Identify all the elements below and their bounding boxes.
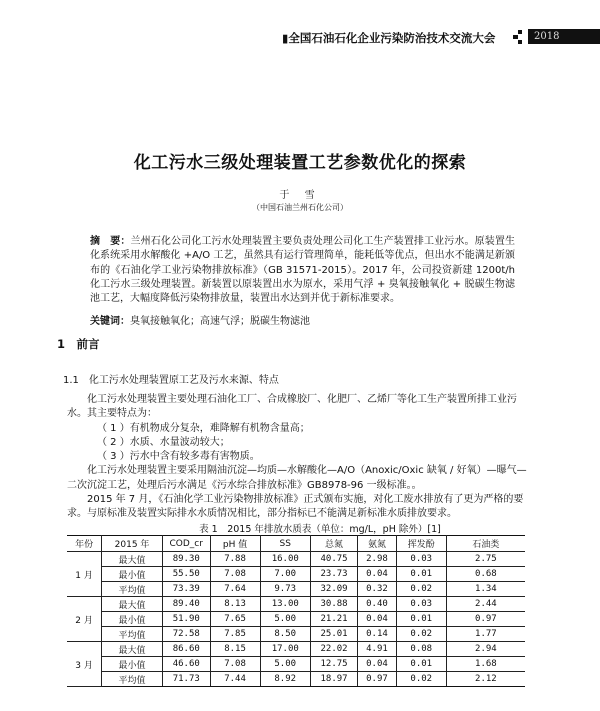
table-row <box>67 627 525 642</box>
stat-label-cell: 平均值 <box>102 627 163 642</box>
column-header: 年份 <box>67 536 102 552</box>
value-cell: 2.75 <box>446 552 525 567</box>
value-cell: 40.75 <box>310 552 357 567</box>
table-row <box>67 552 525 567</box>
stat-label-cell: 最大值 <box>102 642 163 657</box>
keywords <box>90 315 310 329</box>
value-cell: 0.02 <box>396 672 446 687</box>
value-cell: 86.60 <box>162 642 210 657</box>
value-cell: 2.44 <box>446 597 525 612</box>
value-cell: 5.00 <box>260 612 310 627</box>
value-cell: 18.97 <box>310 672 357 687</box>
table-row <box>67 657 525 672</box>
value-cell: 8.15 <box>210 642 260 657</box>
value-cell: 2.98 <box>358 552 396 567</box>
column-header: 氨氮 <box>358 536 396 552</box>
value-cell: 0.08 <box>396 642 446 657</box>
table-row <box>67 642 525 657</box>
value-cell: 9.73 <box>260 582 310 597</box>
value-cell: 12.75 <box>310 657 357 672</box>
running-header: ▮全国石油石化企业污染防治技术交流大会 <box>282 31 496 45</box>
table-caption: 表 1 2015 年排放水质表（单位：mg/L，pH 除外）[1] <box>199 524 441 535</box>
value-cell: 23.73 <box>310 567 357 582</box>
value-cell: 0.04 <box>358 567 396 582</box>
header-mark-icon <box>513 30 522 44</box>
column-header: 石油类 <box>446 536 525 552</box>
value-cell: 5.00 <box>260 657 310 672</box>
value-cell: 0.01 <box>396 612 446 627</box>
value-cell: 13.00 <box>260 597 310 612</box>
value-cell: 21.21 <box>310 612 357 627</box>
month-cell: 3 月 <box>67 642 102 687</box>
paragraph: 化工污水处理装置主要采用隔油沉淀—均质—水解酸化—A/O（Anoxic/Oxic 缺氧 / 好氧）—曝气—二次沉淀工艺，处理后污水满足《污水综合排放标准》GB8978-96 一级标准。。 <box>67 465 527 491</box>
value-cell: 7.85 <box>210 627 260 642</box>
month-cell: 1 月 <box>67 552 102 597</box>
value-cell: 7.00 <box>260 567 310 582</box>
value-cell: 8.13 <box>210 597 260 612</box>
value-cell: 0.03 <box>396 552 446 567</box>
table-row <box>67 582 525 597</box>
value-cell: 0.97 <box>358 672 396 687</box>
abstract <box>90 235 515 306</box>
value-cell: 0.68 <box>446 567 525 582</box>
list-item: （ 2 ）水质、水量波动较大； <box>97 436 230 448</box>
value-cell: 1.34 <box>446 582 525 597</box>
value-cell: 8.50 <box>260 627 310 642</box>
value-cell: 73.39 <box>162 582 210 597</box>
value-cell: 2.12 <box>446 672 525 687</box>
value-cell: 7.44 <box>210 672 260 687</box>
value-cell: 0.97 <box>446 612 525 627</box>
column-header: pH 值 <box>210 536 260 552</box>
column-header: 总氮 <box>310 536 357 552</box>
value-cell: 46.60 <box>162 657 210 672</box>
value-cell: 7.64 <box>210 582 260 597</box>
value-cell: 0.32 <box>358 582 396 597</box>
value-cell: 30.88 <box>310 597 357 612</box>
value-cell: 71.73 <box>162 672 210 687</box>
value-cell: 0.01 <box>396 657 446 672</box>
value-cell: 25.01 <box>310 627 357 642</box>
value-cell: 0.01 <box>396 567 446 582</box>
value-cell: 72.58 <box>162 627 210 642</box>
subsection-heading: 1.1 化工污水处理装置原工艺及污水来源、特点 <box>63 375 279 386</box>
table-header-row <box>67 536 525 552</box>
keywords-label: 关键词： <box>90 316 130 327</box>
stat-label-cell: 最大值 <box>102 552 163 567</box>
keywords-text: 臭氧接触氧化；高速气浮；脱碳生物滤池 <box>130 316 310 327</box>
abstract-label: 摘 要： <box>90 236 131 247</box>
value-cell: 32.09 <box>310 582 357 597</box>
value-cell: 0.40 <box>358 597 396 612</box>
value-cell: 17.00 <box>260 642 310 657</box>
table-row <box>67 612 525 627</box>
value-cell: 89.30 <box>162 552 210 567</box>
table-row <box>67 567 525 582</box>
author: 于 雪 <box>279 190 321 201</box>
value-cell: 1.68 <box>446 657 525 672</box>
stat-label-cell: 最小值 <box>102 567 163 582</box>
stat-label-cell: 平均值 <box>102 582 163 597</box>
value-cell: 0.04 <box>358 612 396 627</box>
value-cell: 8.92 <box>260 672 310 687</box>
affiliation: （中国石油兰州石化公司） <box>252 203 348 212</box>
value-cell: 1.77 <box>446 627 525 642</box>
list-item: （ 1 ）有机物成分复杂，难降解有机物含量高； <box>97 422 310 434</box>
column-header: COD_cr <box>162 536 210 552</box>
value-cell: 7.65 <box>210 612 260 627</box>
value-cell: 0.02 <box>396 627 446 642</box>
value-cell: 16.00 <box>260 552 310 567</box>
abstract-text: 兰州石化公司化工污水处理装置主要负责处理公司化工生产装置排工业污水。原装置生化系统采用水解酸化 +A/O 工艺，虽然具有运行管理简单，能耗低等优点，但出水不能满足新颁布的《石油化学工业污染物排放标准》（GB 31571-2015）。2017 年，公司投资新建 1200t/h 化工污水三级处理装置。新装置以原装置出水为原水，采用气浮 + 臭氧接触氧化 + 脱碳生物滤池工艺，大幅度降低污染物排放量，装置出水达到并优于新标准要求。 <box>90 236 516 305</box>
stat-label-cell: 最大值 <box>102 597 163 612</box>
section-heading: 1 前言 <box>57 337 100 351</box>
value-cell: 4.91 <box>358 642 396 657</box>
paragraph: 化工污水处理装置主要处理石油化工厂、合成橡胶厂、化肥厂、乙烯厂等化工生产装置所排工业污水。其主要特点为： <box>67 394 517 420</box>
value-cell: 7.08 <box>210 567 260 582</box>
value-cell: 0.03 <box>396 597 446 612</box>
table-row <box>67 597 525 612</box>
list-item: （ 3 ）污水中含有较多毒有害物质。 <box>97 451 260 463</box>
value-cell: 7.08 <box>210 657 260 672</box>
value-cell: 7.88 <box>210 552 260 567</box>
month-cell: 2 月 <box>67 597 102 642</box>
value-cell: 51.90 <box>162 612 210 627</box>
paragraph: 2015 年 7 月，《石油化学工业污染物排放标准》正式颁布实施，对化工废水排放有了更为严格的要求。与原标准及装置实际排水水质情况相比，部分指标已不能满足新标准水质排放要求。 <box>67 494 524 520</box>
table-row <box>67 672 525 687</box>
value-cell: 89.40 <box>162 597 210 612</box>
value-cell: 0.04 <box>358 657 396 672</box>
value-cell: 0.02 <box>396 582 446 597</box>
stat-label-cell: 最小值 <box>102 612 163 627</box>
value-cell: 0.14 <box>358 627 396 642</box>
value-cell: 2.94 <box>446 642 525 657</box>
column-header: SS <box>260 536 310 552</box>
body-text <box>67 393 532 522</box>
column-header: 2015 年 <box>102 536 163 552</box>
stat-label-cell: 最小值 <box>102 657 163 672</box>
stat-label-cell: 平均值 <box>102 672 163 687</box>
column-header: 挥发酚 <box>396 536 446 552</box>
header-year: 2018 <box>528 29 600 44</box>
value-cell: 55.50 <box>162 567 210 582</box>
paper-title: 化工污水三级处理装置工艺参数优化的探索 <box>133 153 467 173</box>
water-quality-table <box>67 535 525 687</box>
value-cell: 22.02 <box>310 642 357 657</box>
